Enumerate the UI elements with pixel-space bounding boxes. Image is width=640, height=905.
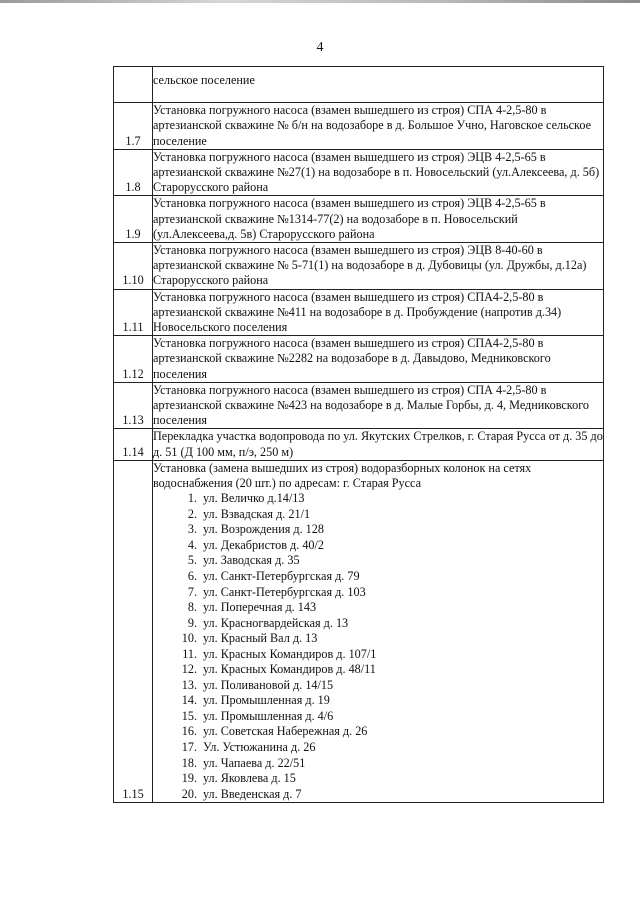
item-number: 3. [187,522,197,537]
list-item [175,569,603,585]
item-number: 14. [181,693,197,708]
item-text: ул. Санкт-Петербургская д. 79 [203,569,360,584]
list-item [175,491,603,507]
row-number: 1.10 [114,243,153,290]
row-intro: Установка (замена вышедших из строя) водоразборных колонок на сетях водоснабжения (20 шт.) по адресам: г. Старая Русса [153,460,532,491]
list-item [175,724,603,740]
item-number: 8. [187,600,197,615]
list-item [175,740,603,756]
list-item [175,553,603,569]
item-text: ул. Красногвардейская д. 13 [203,615,349,630]
row-description: Установка погружного насоса (взамен вышедшего из строя) СПА 4-2,5-80 в артезианской скважине № б/н на водозаборе в д. Большое Учно, Наговское сельское поселение [153,103,604,150]
item-text: ул. Поперечная д. 143 [203,600,317,615]
item-text: ул. Взвадская д. 21/1 [203,506,311,521]
row-description: Установка погружного насоса (взамен вышедшего из строя) СПА 4-2,5-80 в артезианской скважине №423 на водозаборе в д. Малые Горбы, д. 4, Медниковского поселения [153,382,604,429]
list-item [175,600,603,616]
table-row [114,289,604,336]
item-text: ул. Чапаева д. 22/51 [203,755,306,770]
table-row [114,243,604,290]
row-number: 1.11 [114,289,153,336]
row-description [153,460,604,802]
row-description: Установка погружного насоса (взамен вышедшего из строя) ЭЦВ 4-2,5-65 в артезианской скважине №1314-77(2) на водозаборе в п. Новосельский (ул.Алексеева,д. 5в) Старорусского района [153,196,604,243]
item-number: 2. [187,506,197,521]
list-item [175,616,603,632]
list-item [175,756,603,772]
item-text: ул. Советская Набережная д. 26 [203,724,368,739]
item-text: ул. Красных Командиров д. 48/11 [203,662,376,677]
works-table [113,66,604,803]
item-number: 1. [187,491,197,506]
row-description: Установка погружного насоса (взамен вышедшего из строя) ЭЦВ 8-40-60 в артезианской скважине № 5-71(1) на водозаборе в д. Дубовицы (ул. Дружбы, д.12а) Старорусского района [153,243,604,290]
item-text: ул. Промышленная д. 19 [203,693,330,708]
item-number: 10. [181,631,197,646]
row-number: 1.13 [114,382,153,429]
item-number: 11. [182,646,197,661]
list-item [175,538,603,554]
item-text: Ул. Устюжанина д. 26 [203,740,316,755]
item-number: 16. [181,724,197,739]
item-number: 9. [187,615,197,630]
list-item [175,585,603,601]
table-row [114,429,604,460]
page-number: 4 [316,40,324,55]
item-number: 6. [187,569,197,584]
list-item [175,631,603,647]
row-number: 1.12 [114,336,153,383]
row-description: Установка погружного насоса (взамен вышедшего из строя) СПА4-2,5-80 в артезианской скважине №2282 на водозаборе в д. Давыдово, Медниковского поселения [153,336,604,383]
list-item [175,662,603,678]
item-number: 12. [181,662,197,677]
item-text: ул. Декабристов д. 40/2 [203,537,324,552]
item-text: ул. Введенская д. 7 [203,786,302,801]
list-item [175,693,603,709]
row-number: 1.9 [114,196,153,243]
item-text: ул. Возрождения д. 128 [203,522,324,537]
item-text: ул. Заводская д. 35 [203,553,300,568]
item-text: ул. Поливановой д. 14/15 [203,677,334,692]
item-number: 15. [181,708,197,723]
list-item [175,787,603,803]
list-item [175,522,603,538]
list-item [175,709,603,725]
item-number: 5. [187,553,197,568]
item-number: 13. [181,677,197,692]
table-row [114,196,604,243]
row-number [114,67,153,103]
row-number: 1.15 [114,460,153,802]
row-description: Установка погружного насоса (взамен вышедшего из строя) СПА4-2,5-80 в артезианской скважине №411 на водозаборе в д. Пробуждение (напротив д.34) Новосельского поселения [153,289,604,336]
scan-edge [0,0,640,3]
table-row [114,460,604,802]
table-row [114,382,604,429]
address-list [153,491,603,802]
table-row [114,336,604,383]
table-row [114,103,604,150]
table-row [114,149,604,196]
row-number: 1.7 [114,103,153,150]
item-number: 19. [181,771,197,786]
row-number: 1.14 [114,429,153,460]
item-number: 7. [187,584,197,599]
list-item [175,647,603,663]
item-number: 18. [181,755,197,770]
row-number: 1.8 [114,149,153,196]
table-row [114,67,604,103]
item-text: ул. Величко д.14/13 [203,491,305,506]
list-item [175,507,603,523]
row-description: сельское поселение [153,67,604,103]
item-text: ул. Красных Командиров д. 107/1 [203,646,377,661]
row-description: Перекладка участка водопровода по ул. Якутских Стрелков, г. Старая Русса от д. 35 до д. 51 (Д 100 мм, п/э, 250 м) [153,429,603,459]
item-text: ул. Яковлева д. 15 [203,771,296,786]
item-number: 20. [181,786,197,801]
list-item [175,678,603,694]
item-number: 4. [187,537,197,552]
list-item [175,771,603,787]
item-number: 17. [181,740,197,755]
item-text: ул. Красный Вал д. 13 [203,631,318,646]
item-text: ул. Санкт-Петербургская д. 103 [203,584,366,599]
item-text: ул. Промышленная д. 4/6 [203,708,334,723]
row-description: Установка погружного насоса (взамен вышедшего из строя) ЭЦВ 4-2,5-65 в артезианской скважине №27(1) на водозаборе в п. Новосельский (ул.Алексеева, д. 5б) Старорусского района [153,149,604,196]
